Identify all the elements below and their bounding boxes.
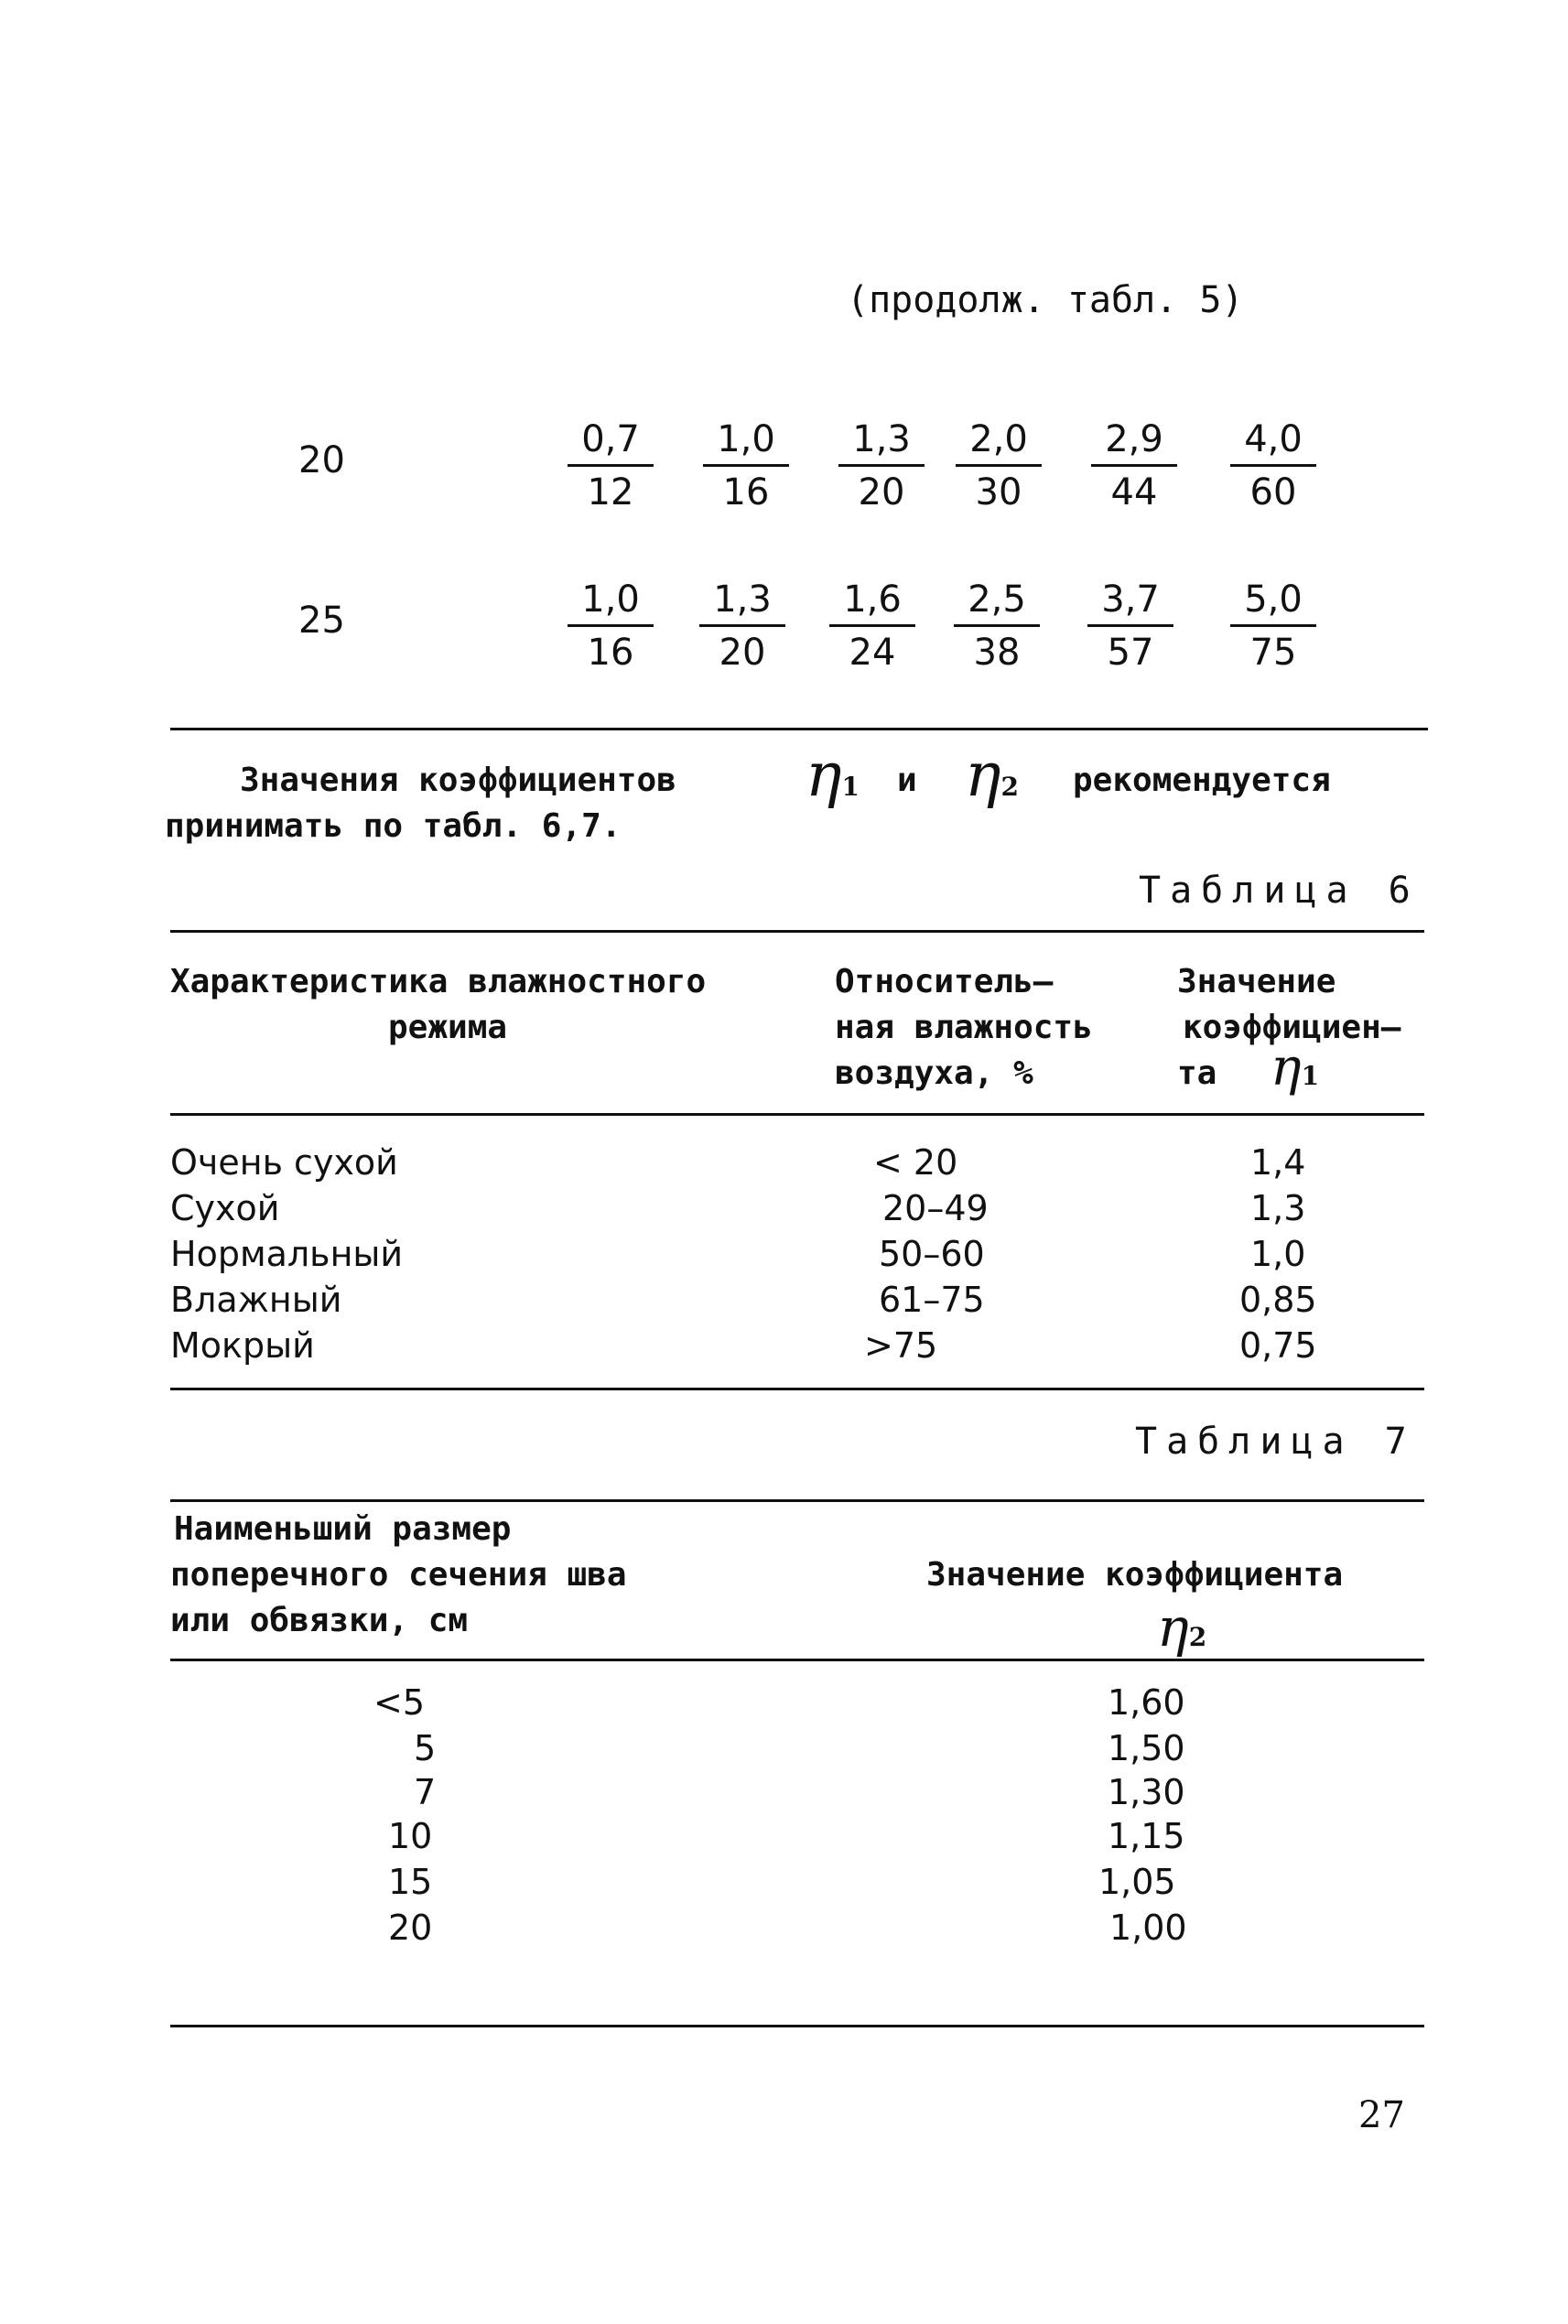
note-text: рекомендуется — [1073, 762, 1331, 799]
note-text: Значения коэффициентов — [240, 762, 676, 799]
table7-header-size: Наименьший размер — [174, 1510, 512, 1548]
eta-letter: η — [965, 740, 1001, 810]
table6-header-regime: Характеристика влажностного — [170, 963, 707, 1000]
eta-letter: η — [1157, 1596, 1189, 1659]
eta-letter: η — [806, 740, 842, 810]
divider-line — [170, 728, 1428, 730]
table6-regime: Нормальный — [170, 1234, 404, 1274]
table6-header-humidity: ная влажность — [835, 1009, 1093, 1046]
fraction-cell — [948, 416, 1049, 518]
fraction-denominator: 38 — [973, 632, 1021, 674]
fraction-numerator: 2,0 — [956, 416, 1042, 467]
continuation-note: (продолж. табл. 5) — [847, 279, 1244, 321]
fraction-numerator: 1,0 — [568, 577, 654, 627]
eta-subscript: 1 — [841, 772, 860, 802]
fraction-cell — [1223, 416, 1324, 518]
table6-regime: Сухой — [170, 1188, 280, 1228]
fraction-denominator: 60 — [1249, 471, 1297, 513]
fraction-denominator: 30 — [975, 471, 1022, 513]
fraction-cell — [1084, 416, 1184, 518]
table6-regime: Влажный — [170, 1280, 342, 1320]
table7-size: 7 — [414, 1772, 437, 1812]
table7-top-rule — [170, 1499, 1424, 1502]
fraction-cell — [560, 416, 661, 518]
fraction-denominator: 16 — [722, 471, 770, 513]
fraction-numerator: 3,7 — [1087, 577, 1173, 627]
table7-coef: 1,15 — [1108, 1816, 1185, 1856]
table6-regime: Мокрый — [170, 1325, 315, 1366]
table6-coef: 1,4 — [1250, 1142, 1306, 1183]
table7-size: 15 — [388, 1862, 433, 1902]
fraction-numerator: 1,6 — [829, 577, 915, 627]
fraction-cell — [946, 577, 1047, 678]
eta-symbol-1 — [806, 740, 860, 810]
table7-header-rule — [170, 1659, 1424, 1661]
fraction-numerator: 2,5 — [954, 577, 1040, 627]
fraction-denominator: 24 — [849, 632, 896, 674]
table6-humidity: 20–49 — [882, 1188, 989, 1228]
table7-coef: 1,60 — [1108, 1682, 1185, 1723]
fraction-denominator: 75 — [1249, 632, 1297, 674]
table7-coef: 1,00 — [1109, 1908, 1187, 1948]
fraction-denominator: 20 — [719, 632, 766, 674]
page-number: 27 — [1358, 2094, 1405, 2136]
note-text: принимать по табл. 6,7. — [165, 807, 622, 845]
table6-caption: Таблица 6 — [1139, 870, 1420, 912]
table6-coef: 0,75 — [1239, 1325, 1317, 1366]
table7-size: 20 — [388, 1908, 433, 1948]
fraction-cell — [822, 577, 923, 678]
fraction-denominator: 57 — [1107, 632, 1154, 674]
eta-subscript: 2 — [1000, 772, 1020, 802]
table7-bottom-rule — [170, 2025, 1424, 2027]
fraction-denominator: 44 — [1110, 471, 1158, 513]
note-text: и — [897, 762, 917, 799]
table6-regime: Очень сухой — [170, 1142, 398, 1183]
fraction-cell — [831, 416, 932, 518]
table7-size: 5 — [414, 1728, 437, 1768]
table6-humidity: < 20 — [873, 1142, 958, 1183]
fraction-numerator: 1,3 — [699, 577, 785, 627]
fraction-numerator: 0,7 — [568, 416, 654, 467]
table7-header-size: или обвязки, см — [170, 1602, 469, 1639]
eta-symbol-2 — [965, 740, 1019, 810]
table6-header-coef: коэффициен– — [1183, 1009, 1401, 1046]
fraction-cell — [1080, 577, 1181, 678]
table7-coef: 1,50 — [1108, 1728, 1185, 1768]
fraction-numerator: 5,0 — [1230, 577, 1316, 627]
table7-coef: 1,30 — [1108, 1772, 1185, 1812]
fraction-numerator: 2,9 — [1091, 416, 1177, 467]
fraction-numerator: 1,0 — [703, 416, 789, 467]
table6-header-coef: та — [1177, 1054, 1217, 1092]
table7-size: 10 — [388, 1816, 433, 1856]
fraction-cell — [1223, 577, 1324, 678]
eta-letter: η — [1271, 1038, 1302, 1097]
table6-header-coef: Значение — [1177, 963, 1336, 1000]
table6-humidity: 61–75 — [879, 1280, 985, 1320]
eta-subscript: 1 — [1301, 1061, 1320, 1091]
table7-caption: Таблица 7 — [1135, 1421, 1416, 1463]
table6-header-rule — [170, 1113, 1424, 1116]
table7-coef: 1,05 — [1098, 1862, 1176, 1902]
table6-humidity: >75 — [864, 1325, 938, 1366]
fraction-numerator: 1,3 — [838, 416, 925, 467]
fraction-cell — [696, 416, 796, 518]
eta-subscript: 2 — [1188, 1622, 1207, 1652]
table6-coef: 1,0 — [1250, 1234, 1306, 1274]
eta-symbol-table6 — [1271, 1038, 1319, 1097]
table6-coef: 1,3 — [1250, 1188, 1306, 1228]
table6-header-humidity: Относитель– — [835, 963, 1054, 1000]
table6-coef: 0,85 — [1239, 1280, 1317, 1320]
table6-humidity: 50–60 — [879, 1234, 985, 1274]
fraction-denominator: 16 — [587, 632, 634, 674]
table6-header-humidity: воздуха, % — [835, 1054, 1033, 1092]
fraction-numerator: 4,0 — [1230, 416, 1316, 467]
table7-header-size: поперечного сечения шва — [170, 1556, 627, 1594]
fraction-denominator: 20 — [858, 471, 905, 513]
fraction-denominator: 12 — [587, 471, 634, 513]
table5-row-label: 20 — [298, 439, 345, 481]
table7-header-coef: Значение коэффициента — [926, 1556, 1344, 1594]
table7-size: <5 — [373, 1682, 426, 1723]
fraction-cell — [692, 577, 793, 678]
table6-header-regime: режима — [388, 1009, 508, 1046]
table6-bottom-rule — [170, 1388, 1424, 1390]
table5-row-label: 25 — [298, 600, 345, 642]
fraction-cell — [560, 577, 661, 678]
table6-top-rule — [170, 930, 1424, 933]
eta-symbol-table7 — [1157, 1596, 1206, 1659]
